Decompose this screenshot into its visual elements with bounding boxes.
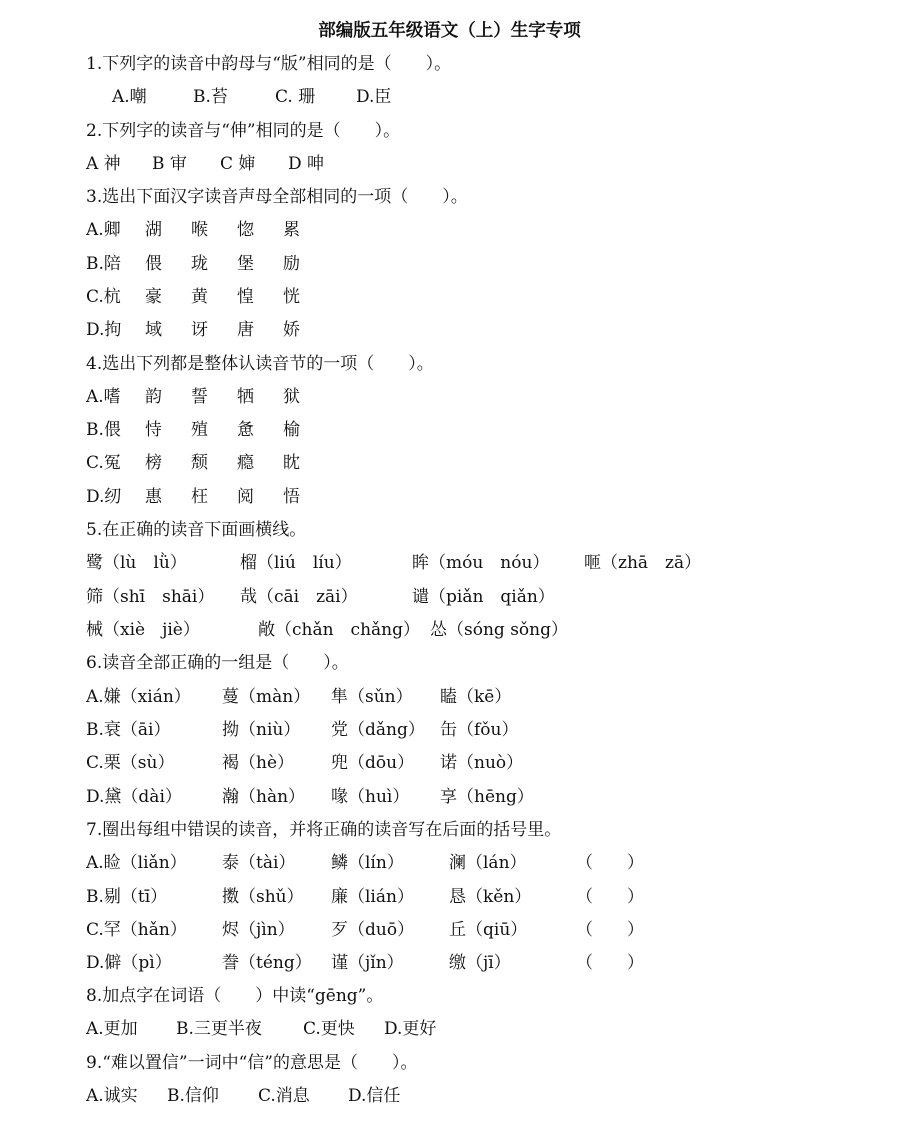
q5-item[interactable]: 鹭（lù lǜ）	[86, 553, 187, 573]
q6-row-c-1[interactable]: C.栗（sù）	[86, 753, 175, 773]
q9-option-c[interactable]: C.消息	[258, 1086, 310, 1106]
q1-option-a[interactable]: A.嘲	[112, 87, 147, 107]
q5-item[interactable]: 哉（cāi zāi）	[240, 587, 358, 607]
q3-row-b-1[interactable]: B.陪	[86, 254, 121, 274]
q7-row-a-1[interactable]: A.睑（liǎn）	[86, 853, 187, 873]
q2-option-d[interactable]: D 呻	[288, 154, 325, 174]
q6-row-b-4: 缶（fǒu）	[440, 720, 519, 740]
q7-row-a-4[interactable]: 澜（lán）	[449, 853, 527, 873]
q3-row-b-5: 励	[283, 254, 300, 274]
q4-row-c-2: 榜	[145, 453, 162, 473]
q2-option-b[interactable]: B 审	[152, 154, 187, 174]
q3-row-a-4: 惚	[237, 220, 254, 240]
q5-item[interactable]: 谴（piǎn qiǎn）	[412, 587, 555, 607]
q9-option-b[interactable]: B.信仰	[167, 1086, 219, 1106]
q8-option-c[interactable]: C.更快	[303, 1019, 355, 1039]
q4-row-a-5: 狱	[283, 387, 300, 407]
q7-row-a-2[interactable]: 泰（tài）	[222, 853, 296, 873]
q6-row-d-2: 瀚（hàn）	[222, 787, 306, 807]
q4-row-a-1[interactable]: A.嗜	[86, 387, 121, 407]
q7-row-d-1[interactable]: D.僻（pì）	[86, 953, 172, 973]
q3-row-c-2: 豪	[145, 287, 162, 307]
q7-row-d-2[interactable]: 誊（téng）	[222, 953, 312, 973]
q3-row-a-5: 累	[283, 220, 300, 240]
q7-answer-blank[interactable]: （ ）	[576, 887, 644, 907]
q6-row-b-1[interactable]: B.衰（āi）	[86, 720, 171, 740]
q4-row-d-2: 惠	[145, 487, 162, 507]
q4-row-a-3: 誓	[191, 387, 208, 407]
q7-row-c-3[interactable]: 歹（duō）	[331, 920, 415, 940]
q5-item[interactable]: 械（xiè jiè）	[86, 620, 200, 640]
q3-row-a-2: 湖	[145, 220, 162, 240]
q3-row-b-3: 珑	[191, 254, 208, 274]
q3-row-d-5: 娇	[283, 320, 300, 340]
q3-row-d-2: 域	[145, 320, 162, 340]
q4-row-c-4: 瘾	[237, 453, 254, 473]
q4-row-b-3: 殖	[191, 420, 208, 440]
q7-answer-blank[interactable]: （ ）	[576, 953, 644, 973]
q3-row-b-4: 堡	[237, 254, 254, 274]
q2-option-a[interactable]: A 神	[86, 154, 121, 174]
q8-stem: 8.加点字在词语（ ）中读“gēng”。	[86, 986, 384, 1006]
q1-option-b[interactable]: B.苔	[193, 87, 228, 107]
q3-row-b-2: 偎	[145, 254, 162, 274]
q7-row-b-2[interactable]: 擞（shǔ）	[222, 887, 304, 907]
q4-row-a-4: 牺	[237, 387, 254, 407]
q3-row-c-5: 恍	[283, 287, 300, 307]
q9-option-d[interactable]: D.信任	[348, 1086, 401, 1106]
q8-option-b[interactable]: B.三更半夜	[176, 1019, 262, 1039]
q5-item[interactable]: 咂（zhā zā）	[584, 553, 702, 573]
q2-option-c[interactable]: C 婶	[220, 154, 256, 174]
q6-row-b-3: 党（dǎng）	[331, 720, 425, 740]
q7-row-d-4[interactable]: 缴（jī）	[449, 953, 511, 973]
page-title: 部编版五年级语文（上）生字专项	[318, 21, 581, 41]
q4-row-c-1[interactable]: C.冤	[86, 453, 121, 473]
q7-row-d-3[interactable]: 谨（jǐn）	[331, 953, 404, 973]
q7-row-b-1[interactable]: B.剔（tī）	[86, 887, 168, 907]
q4-row-b-4: 惫	[237, 420, 254, 440]
q6-row-a-1[interactable]: A.嫌（xián）	[86, 687, 191, 707]
q9-option-a[interactable]: A.诚实	[86, 1086, 138, 1106]
q4-row-b-1[interactable]: B.偎	[86, 420, 121, 440]
q6-row-c-4: 诺（nuò）	[440, 753, 524, 773]
q5-stem: 5.在正确的读音下面画横线。	[86, 520, 307, 540]
q3-row-a-1[interactable]: A.卿	[86, 220, 121, 240]
q5-item[interactable]: 筛（shī shāi）	[86, 587, 215, 607]
q3-row-c-4: 惶	[237, 287, 254, 307]
q3-row-a-3: 喉	[191, 220, 208, 240]
q7-answer-blank[interactable]: （ ）	[576, 853, 644, 873]
q5-item[interactable]: 怂（sóng sǒng）	[430, 620, 568, 640]
q4-row-d-3: 枉	[191, 487, 208, 507]
q1-option-d[interactable]: D.臣	[356, 87, 392, 107]
q1-option-c[interactable]: C. 珊	[275, 87, 316, 107]
q4-row-d-4: 阅	[237, 487, 254, 507]
q7-stem: 7.圈出每组中错误的读音，并将正确的读音写在后面的括号里。	[86, 820, 562, 840]
q3-row-d-1[interactable]: D.拘	[86, 320, 122, 340]
q7-row-c-4[interactable]: 丘（qiū）	[449, 920, 528, 940]
q7-answer-blank[interactable]: （ ）	[576, 920, 644, 940]
q4-row-b-2: 恃	[145, 420, 162, 440]
q6-row-b-2: 拗（niù）	[222, 720, 301, 740]
q3-row-d-3: 讶	[191, 320, 208, 340]
q4-row-a-2: 韵	[145, 387, 162, 407]
q7-row-a-3[interactable]: 鳞（lín）	[331, 853, 404, 873]
q4-row-c-5: 眈	[283, 453, 300, 473]
q5-item[interactable]: 眸（móu nóu）	[412, 553, 550, 573]
q3-row-d-4: 唐	[237, 320, 254, 340]
q4-row-c-3: 颓	[191, 453, 208, 473]
q4-stem: 4.选出下列都是整体认读音节的一项（ ）。	[86, 354, 434, 374]
q4-row-b-5: 榆	[283, 420, 300, 440]
q9-stem: 9.“难以置信”一词中“信”的意思是（ ）。	[86, 1053, 418, 1073]
q8-option-a[interactable]: A.更加	[86, 1019, 138, 1039]
q6-row-d-4: 享（hēng）	[440, 787, 534, 807]
q3-row-c-3: 黄	[191, 287, 208, 307]
q1-stem: 1.下列字的读音中韵母与“版”相同的是（ ）。	[86, 54, 452, 74]
q2-stem: 2.下列字的读音与“伸”相同的是（ ）。	[86, 121, 401, 141]
q6-row-c-3: 兜（dōu）	[331, 753, 415, 773]
q6-row-a-2: 蔓（màn）	[222, 687, 311, 707]
q7-row-b-4[interactable]: 恳（kěn）	[449, 887, 532, 907]
q7-row-c-2[interactable]: 烬（jìn）	[222, 920, 295, 940]
q6-row-d-3: 喙（huì）	[331, 787, 410, 807]
q8-option-d[interactable]: D.更好	[384, 1019, 437, 1039]
q4-row-d-1[interactable]: D.纫	[86, 487, 122, 507]
q3-row-c-1[interactable]: C.杭	[86, 287, 121, 307]
q5-item[interactable]: 敞（chǎn chǎng）	[258, 620, 420, 640]
q4-row-d-5: 悟	[283, 487, 300, 507]
q6-row-d-1[interactable]: D.黛（dài）	[86, 787, 182, 807]
q6-row-a-3: 隼（sǔn）	[331, 687, 413, 707]
q7-row-c-1[interactable]: C.罕（hǎn）	[86, 920, 187, 940]
q6-row-c-2: 褐（hè）	[222, 753, 295, 773]
q6-row-a-4: 瞌（kē）	[440, 687, 512, 707]
q7-row-b-3[interactable]: 廉（lián）	[331, 887, 414, 907]
q3-stem: 3.选出下面汉字读音声母全部相同的一项（ ）。	[86, 187, 468, 207]
q5-item[interactable]: 榴（liú líu）	[240, 553, 352, 573]
q6-stem: 6.读音全部正确的一组是（ ）。	[86, 653, 349, 673]
